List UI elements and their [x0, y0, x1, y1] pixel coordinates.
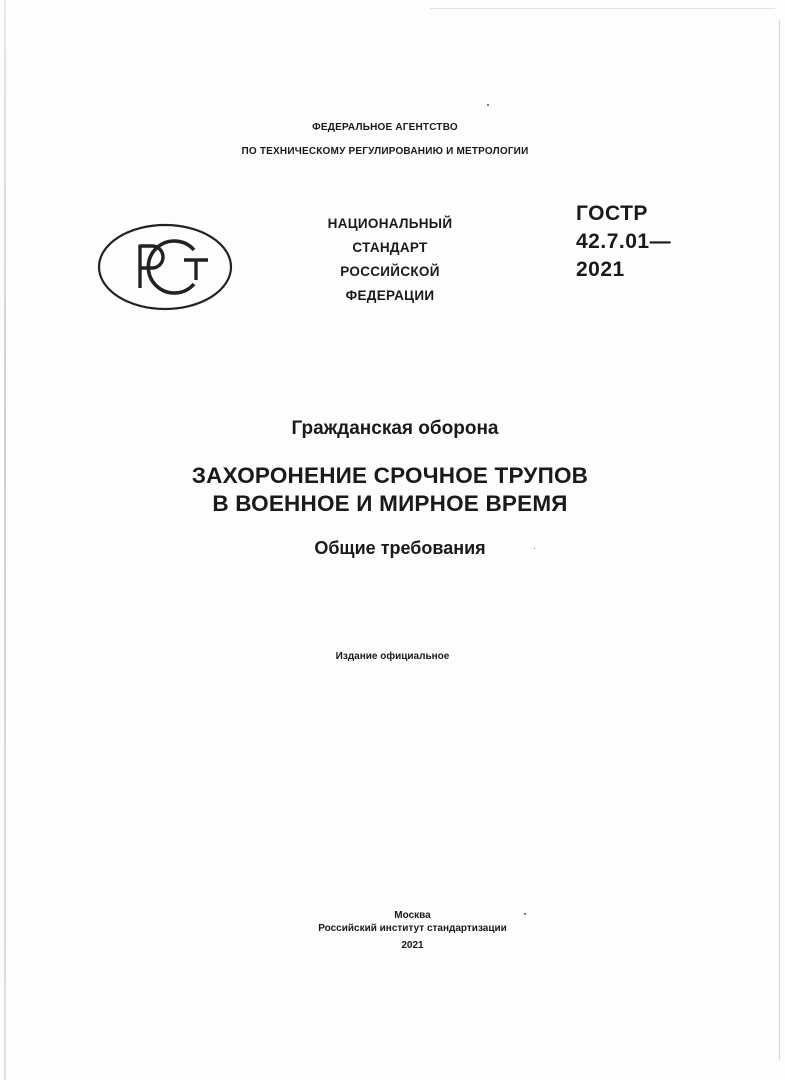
document-title-line: В ВОЕННОЕ И МИРНОЕ ВРЕМЯ	[212, 491, 568, 516]
national-standard-line: СТАНДАРТ	[352, 240, 428, 255]
agency-name-line-2: ПО ТЕХНИЧЕСКОМУ РЕГУЛИРОВАНИЮ И МЕТРОЛОГИИ	[241, 146, 529, 157]
agency-name-line-1: ФЕДЕРАЛЬНОЕ АГЕНТСТВО	[312, 122, 458, 133]
national-standard-line: РОССИЙСКОЙ	[340, 264, 440, 279]
edition-note: Издание официальное	[335, 651, 450, 662]
standard-number-line: 2021	[576, 258, 625, 281]
document-title-line: ЗАХОРОНЕНИЕ СРОЧНОЕ ТРУПОВ	[191, 463, 589, 488]
document-category: Гражданская оборона	[291, 418, 499, 439]
scan-speck	[534, 548, 535, 549]
national-standard-line: НАЦИОНАЛЬНЫЙ	[327, 216, 453, 231]
scan-speck	[487, 104, 489, 106]
scan-edge-top	[430, 8, 775, 9]
imprint	[0, 909, 785, 952]
standard-number-line: ГОСТР	[576, 202, 648, 225]
imprint-year: 2021	[401, 940, 424, 951]
national-standard-label	[310, 212, 470, 308]
scan-speck	[524, 913, 526, 915]
standard-number-line: 42.7.01—	[576, 230, 672, 253]
imprint-city: Москва	[394, 910, 431, 921]
national-standard-line: ФЕДЕРАЦИИ	[345, 288, 435, 303]
standard-number	[576, 200, 671, 284]
document-subtitle: Общие требования	[314, 538, 486, 558]
rst-certification-mark-icon	[96, 222, 234, 312]
document-title	[0, 462, 780, 518]
imprint-publisher: Российский институт стандартизации	[318, 923, 507, 934]
